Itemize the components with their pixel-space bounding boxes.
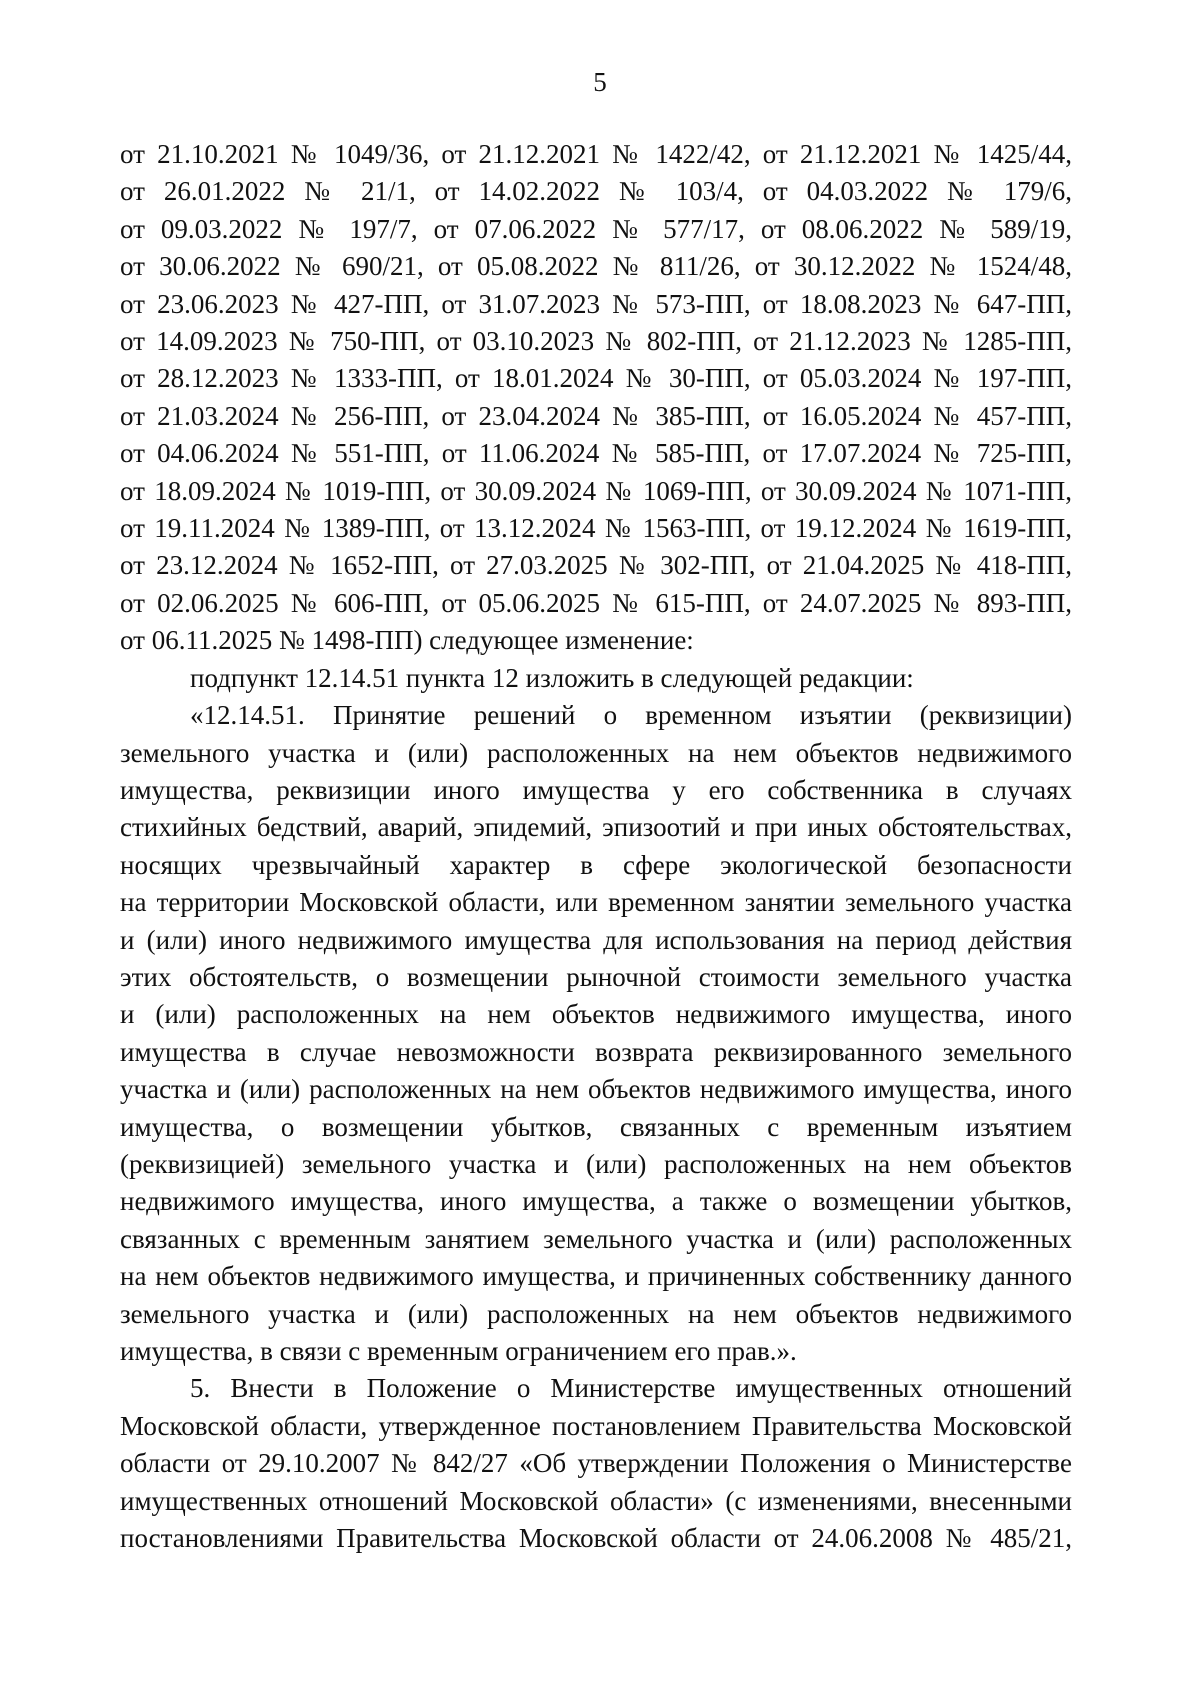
text-line: от 04.06.2024 № 551-ПП, от 11.06.2024 № 585-ПП, от 17.07.2024 № 725-ПП, [120, 438, 1072, 469]
text-line: от 09.03.2022 № 197/7, от 07.06.2022 № 577/17, от 08.06.2022 № 589/19, [120, 213, 1072, 244]
document-body [120, 136, 1072, 1557]
text-line: от 30.06.2022 № 690/21, от 05.08.2022 № 811/26, от 30.12.2022 № 1524/48, [120, 251, 1072, 282]
text-line: имущественных отношений Московской области» (с изменениями, внесенными [120, 1485, 1072, 1516]
text-line: от 21.10.2021 № 1049/36, от 21.12.2021 № 1422/42, от 21.12.2021 № 1425/44, [120, 139, 1072, 169]
text-line: от 02.06.2025 № 606-ПП, от 05.06.2025 № 615-ПП, от 24.07.2025 № 893-ПП, [120, 587, 1072, 618]
text-line: стихийных бедствий, аварий, эпидемий, эпизоотий и при иных обстоятельствах, [120, 812, 1072, 843]
text-line: 5. Внести в Положение о Министерстве имущественных отношений [190, 1373, 1072, 1404]
text-line: земельного участка и (или) расположенных на нем объектов недвижимого [120, 1298, 1072, 1329]
text-line: на нем объектов недвижимого имущества, и причиненных собственнику данного [120, 1261, 1072, 1292]
text-line: носящих чрезвычайный характер в сфере экологической безопасности [120, 849, 1072, 880]
text-line: области от 29.10.2007 № 842/27 «Об утверждении Положения о Министерстве [120, 1448, 1072, 1479]
text-line: и (или) расположенных на нем объектов недвижимого имущества, иного [120, 999, 1072, 1030]
text-line: (реквизицией) земельного участка и (или) расположенных на нем объектов [120, 1148, 1072, 1179]
text-line: от 28.12.2023 № 1333-ПП, от 18.01.2024 № 30-ПП, от 05.03.2024 № 197-ПП, [120, 363, 1072, 394]
text-line: от 23.06.2023 № 427-ПП, от 31.07.2023 № 573-ПП, от 18.08.2023 № 647-ПП, [120, 288, 1072, 319]
text-line: от 21.03.2024 № 256-ПП, от 23.04.2024 № 385-ПП, от 16.05.2024 № 457-ПП, [120, 400, 1072, 431]
text-line: недвижимого имущества, иного имущества, а также о возмещении убытков, [120, 1186, 1072, 1217]
page-number: 5 [593, 67, 607, 97]
text-line: постановлениями Правительства Московской области от 24.06.2008 № 485/21, [120, 1523, 1072, 1554]
item-5-paragraph [120, 1370, 1072, 1557]
text-line: связанных с временным занятием земельного участка и (или) расположенных [120, 1223, 1072, 1254]
text-line: имущества, реквизиции иного имущества у его собственника в случаях [120, 774, 1072, 805]
amendment-list-paragraph [120, 136, 1072, 660]
text-line: Московской области, утвержденное постановлением Правительства Московской [120, 1410, 1072, 1441]
text-line: и (или) иного недвижимого имущества для использования на период действия [120, 924, 1072, 955]
text-line: этих обстоятельств, о возмещении рыночной стоимости земельного участка [120, 961, 1072, 992]
text-line: от 14.09.2023 № 750-ПП, от 03.10.2023 № 802-ПП, от 21.12.2023 № 1285-ПП, [120, 326, 1072, 357]
clause-12-14-51-paragraph [120, 697, 1072, 1370]
text-line: «12.14.51. Принятие решений о временном изъятии (реквизиции) [190, 700, 1072, 731]
text-line: от 18.09.2024 № 1019-ПП, от 30.09.2024 № 1069-ПП, от 30.09.2024 № 1071-ПП, [120, 475, 1072, 506]
text-line: участка и (или) расположенных на нем объектов недвижимого имущества, иного [120, 1074, 1072, 1105]
text-line: от 19.11.2024 № 1389-ПП, от 13.12.2024 № 1563-ПП, от 19.12.2024 № 1619-ПП, [120, 513, 1072, 544]
subclause-intro: подпункт 12.14.51 пункта 12 изложить в следующей редакции: [190, 662, 914, 693]
text-line: имущества в случае невозможности возврата реквизированного земельного [120, 1036, 1072, 1067]
subclause-intro-paragraph [120, 660, 1072, 697]
text-line: от 26.01.2022 № 21/1, от 14.02.2022 № 103/4, от 04.03.2022 № 179/6, [120, 176, 1072, 207]
text-line: имущества, в связи с временным ограничением его прав.». [120, 1336, 797, 1366]
text-line: на территории Московской области, или временном занятии земельного участка [120, 887, 1072, 918]
text-line: от 06.11.2025 № 1498-ПП) следующее изменение: [120, 625, 694, 656]
text-line: имущества, о возмещении убытков, связанных с временным изъятием [120, 1111, 1072, 1142]
text-line: от 23.12.2024 № 1652-ПП, от 27.03.2025 № 302-ПП, от 21.04.2025 № 418-ПП, [120, 550, 1072, 581]
text-line: земельного участка и (или) расположенных на нем объектов недвижимого [120, 737, 1072, 768]
